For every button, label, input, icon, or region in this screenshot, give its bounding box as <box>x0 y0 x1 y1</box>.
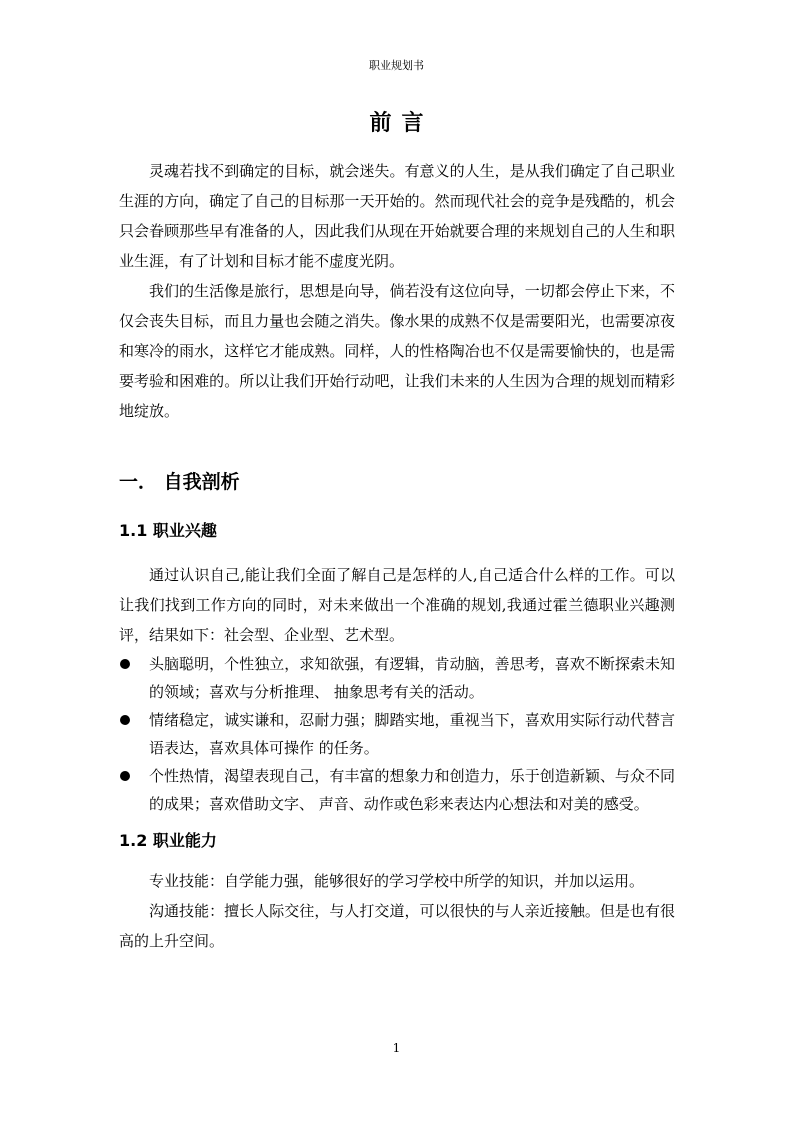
career-ability-paragraph-2: 沟通技能：擅长人际交往，与人打交道，可以很快的与人亲近接触。但是也有很高的上升空间。 <box>119 902 675 950</box>
list-item-text: 情绪稳定，诚实谦和，忍耐力强；脚踏实地，重视当下，喜欢用实际行动代替言语表达，喜欢具体可操作 的任务。 <box>149 711 675 757</box>
list-item <box>119 762 675 818</box>
career-ability-paragraph-1: 专业技能：自学能力强，能够很好的学习学校中所学的知识，并加以运用。 <box>149 872 645 890</box>
preface-paragraph-1: 灵魂若找不到确定的目标，就会迷失。有意义的人生，是从我们确定了自己职业生涯的方向，确定了自己的目标那一天开始的。然而现代社会的竞争是残酷的，机会只会眷顾那些早有准备的人，因此我们从现在开始就要合理的来规划自己的人生和职业生涯，有了计划和目标才能不虚度光阴。 <box>119 162 675 270</box>
bullet-dot-icon <box>120 771 130 781</box>
page-header: 职业规划书 <box>369 59 424 72</box>
page-number: 1 <box>392 1041 401 1055</box>
bullet-dot-icon <box>120 659 130 669</box>
list-item-text: 头脑聪明，个性独立，求知欲强，有逻辑，肯动脑，善思考，喜欢不断探索未知的领域；喜欢与分析推理、 抽象思考有关的活动。 <box>149 655 675 701</box>
list-item <box>119 706 675 762</box>
preface-paragraph-2: 我们的生活像是旅行，思想是向导，倘若没有这位向导，一切都会停止下来，不仅会丧失目标，而且力量也会随之消失。像水果的成熟不仅是需要阳光，也需要凉夜和寒冷的雨水，这样它才能成熟。同样，人的性格陶冶也不仅是需要愉快的，也是需要考验和困难的。所以让我们开始行动吧，让我们未来的人生因为合理的规划而精彩地绽放。 <box>119 282 675 420</box>
subsection-heading-career-ability: 1.2 职业能力 <box>119 831 217 850</box>
bullet-dot-icon <box>120 715 130 725</box>
page-title: 前言 <box>369 111 434 136</box>
interest-bullet-list <box>119 650 675 818</box>
document-body <box>119 156 675 956</box>
career-interest-intro: 通过认识自己,能让我们全面了解自己是怎样的人,自己适合什么样的工作。可以让我们找到工作方向的同时，对未来做出一个准确的规划,我通过霍兰德职业兴趣测评，结果如下：社会型、企业型、艺术型。 <box>119 566 675 644</box>
section-heading-self-analysis: 一． 自我剖析 <box>119 471 240 493</box>
list-item-text: 个性热情，渴望表现自己，有丰富的想象力和创造力，乐于创造新颖、与众不同的成果；喜欢借助文字、 声音、动作或色彩来表达内心想法和对美的感受。 <box>149 767 675 813</box>
list-item <box>119 650 675 706</box>
subsection-heading-career-interest: 1.1 职业兴趣 <box>119 521 217 540</box>
